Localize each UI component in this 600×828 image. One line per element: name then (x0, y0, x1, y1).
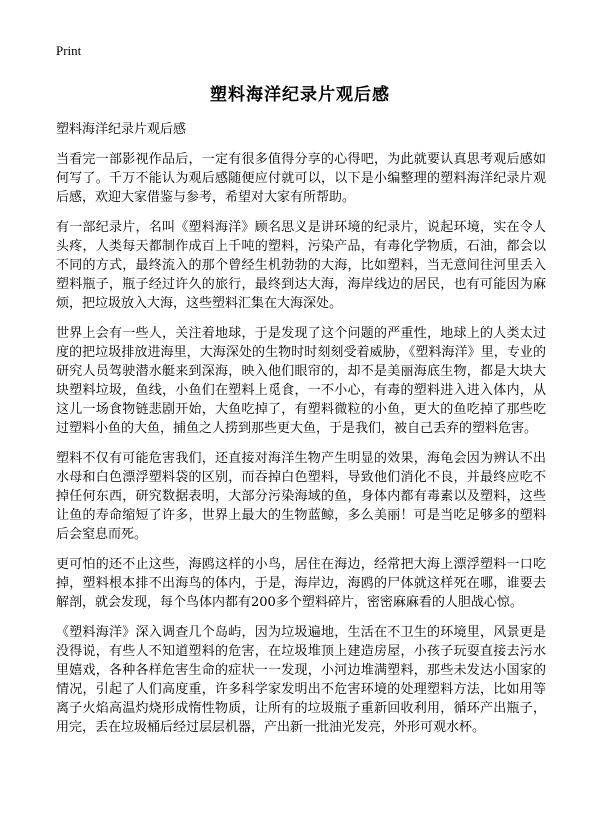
article-subtitle: 塑料海洋纪录片观后感 (56, 122, 187, 137)
paragraph-seabirds: 更可怕的还不止这些，海鸥这样的小鸟，居住在海边，经常把大海上漂浮塑料一口吃掉，塑料根本排不出海鸟的体内，于是，海岸边，海鸥的尸体就这样死在哪，谁要去解剖，就会发现，每个鸟体内都有200多个塑料碎片，密密麻麻看的人胆战心惊。 (56, 557, 546, 610)
paragraph-food-chain: 世界上会有一些人，关注着地球，于是发现了这个问题的严重性，地球上的人类太过度的把垃圾排放进海里，大海深处的生物时时刻刻受着威胁，《塑料海洋》里，专业的研究人员驾驶潜水艇来到深海，映入他们眼帘的，却不是美丽海底生物，都是大块大块塑料垃圾，鱼线，小鱼们在塑料上觅食，一不小心，有毒的塑料进入进入体内，从这儿一场食物链悲剧开始，大鱼吃掉了，有塑料微粒的小鱼，更大的鱼吃掉了那些吃过塑料小鱼的大鱼，捕鱼之人捞到那些更大鱼，于是我们，被自己丢弃的塑料危害。 (56, 326, 546, 436)
paragraph-marine-life: 塑料不仅有可能危害我们，还直接对海洋生物产生明显的效果，海龟会因为辨认不出水母和白色漂浮塑料袋的区别，而吞掉白色塑料，导致他们消化不良，并最终应吃不掉任何东西，研究数据表明，大部分污染海域的鱼，身体内都有毒素以及塑料，这些让鱼的寿命缩短了许多，世界上最大的生物蓝鲸，多么美丽！可是当吃足够多的塑料后会窒息而死。 (56, 451, 546, 542)
paragraph-intro: 当看完一部影视作品后，一定有很多值得分享的心得吧，为此就要认真思考观后感如何写了。千万不能认为观后感随便应付就可以，以下是小编整理的塑料海洋纪录片观后感，欢迎大家借鉴与参考，希望对大家有所帮助。 (56, 152, 546, 205)
print-link[interactable]: Print (56, 43, 82, 58)
page-title: 塑料海洋纪录片观后感 (210, 85, 390, 105)
paragraph-islands: 《塑料海洋》深入调查几个岛屿，因为垃圾遍地，生活在不卫生的环境里，风景更是没得说，有些人不知道塑料的危害，在垃圾堆顶上建造房屋，小孩子玩耍直接去污水里嬉戏，各种各样危害生命的症状一一发现，小河边堆满塑料，那些未发达小国家的情况，引起了人们高度重，许多科学家发明出不危害环境的处理塑料方法，比如用等离子火焰高温灼烧形成惰性物质，让所有的垃圾瓶子重新回收利用，循环产出瓶子，用完，丢在垃圾桶后经过层层机器，产出新一批油光发亮，外形可观水杯。 (56, 625, 546, 735)
paragraph-film-overview: 有一部纪录片，名叫《塑料海洋》顾名思义是讲环境的纪录片，说起环境，实在令人头疼，人类每天都制作成百上千吨的塑料，污染产品，有毒化学物质，石油，都会以不同的方式，最终流入的那个曾经生机勃勃的大海，比如塑料，当无意间往河里丢入塑料瓶子，瓶子经过许久的旅行，最终到达大海，海岸线边的居民，也有可能因为麻烦，把垃圾放入大海，这些塑料汇集在大海深处。 (56, 220, 546, 311)
article-body (56, 120, 546, 748)
